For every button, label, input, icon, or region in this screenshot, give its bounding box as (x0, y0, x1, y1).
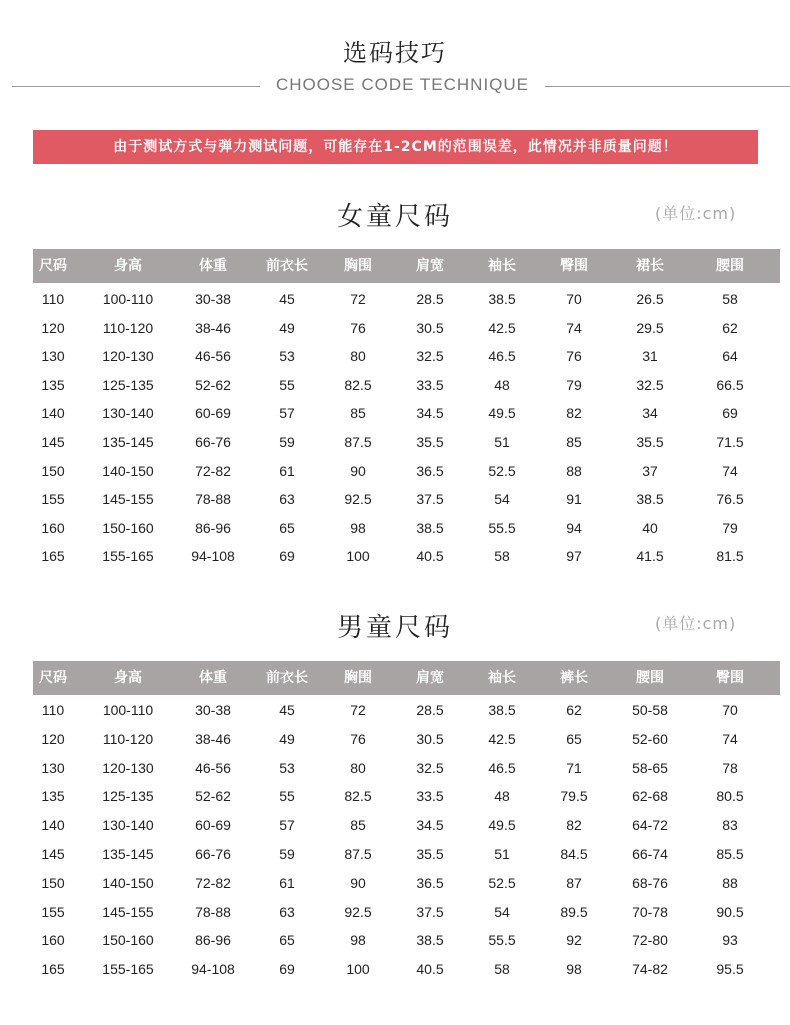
girls-header-cell: 胸围 (344, 258, 372, 274)
boys-table-cell: 78 (722, 759, 738, 776)
boys-table-cell: 49 (279, 730, 295, 747)
girls-table-cell: 41.5 (636, 548, 664, 565)
girls-table-cell: 46-56 (195, 348, 231, 365)
girls-table-cell: 88 (566, 462, 582, 479)
boys-table-cell: 85.5 (716, 846, 744, 862)
boys-table-row (0, 757, 790, 779)
boys-table-cell: 70-78 (632, 903, 668, 920)
boys-table-cell: 135-145 (102, 846, 154, 862)
boys-table-cell: 160 (41, 932, 65, 949)
girls-table-cell: 71.5 (716, 434, 744, 450)
boys-table-cell: 88 (722, 874, 738, 891)
boys-table-cell: 74 (722, 730, 738, 747)
girls-table-row (0, 517, 790, 539)
boys-table-cell: 28.5 (416, 702, 444, 718)
girls-table-cell: 58 (722, 291, 738, 307)
girls-table-cell: 35.5 (416, 434, 444, 450)
girls-table-row (0, 545, 790, 567)
girls-table-cell: 130-140 (102, 405, 154, 422)
girls-table-cell: 33.5 (416, 376, 444, 393)
boys-table-cell: 46.5 (488, 759, 516, 776)
boys-table-cell: 64-72 (632, 817, 668, 834)
girls-header-cell: 尺码 (39, 258, 67, 274)
girls-header-cell: 臀围 (560, 258, 588, 274)
boys-table-cell: 130-140 (102, 817, 154, 834)
girls-table-cell: 30.5 (416, 319, 444, 336)
girls-table-cell: 135-145 (102, 434, 154, 450)
boys-table-cell: 71 (566, 759, 582, 776)
boys-header-cell: 胸围 (344, 670, 372, 686)
girls-table-cell: 94-108 (191, 548, 235, 565)
girls-table-cell: 155-165 (102, 548, 154, 565)
girls-table-cell: 38.5 (636, 491, 664, 508)
girls-table-row (0, 460, 790, 482)
boys-table-cell: 145 (41, 846, 65, 862)
girls-table-cell: 32.5 (416, 348, 444, 365)
girls-table-cell: 61 (279, 462, 295, 479)
girls-table-cell: 86-96 (195, 519, 231, 536)
girls-table-cell: 74 (722, 462, 738, 479)
girls-table-cell: 165 (41, 548, 65, 565)
girls-table-cell: 38.5 (488, 291, 516, 307)
boys-table-cell: 30-38 (195, 702, 231, 718)
boys-table-cell: 150 (41, 874, 65, 891)
girls-table-cell: 57 (279, 405, 295, 422)
girls-header-cell: 前衣长 (266, 258, 308, 274)
girls-table-cell: 58 (494, 548, 510, 565)
boys-unit-label: (单位:cm) (655, 614, 737, 633)
girls-table-cell: 76 (566, 348, 582, 365)
boys-table-cell: 145-155 (102, 903, 154, 920)
girls-table-cell: 92.5 (344, 491, 372, 508)
boys-table-row (0, 728, 790, 750)
girls-table-cell: 91 (566, 491, 582, 508)
boys-table-cell: 125-135 (102, 788, 154, 805)
boys-table-cell: 30.5 (416, 730, 444, 747)
boys-header-cell: 体重 (199, 670, 227, 686)
divider-right (545, 86, 790, 87)
boys-table-cell: 58-65 (632, 759, 668, 776)
girls-table-cell: 145 (41, 434, 65, 450)
girls-table-cell: 100 (346, 548, 370, 565)
boys-table-cell: 93 (722, 932, 738, 949)
boys-table-cell: 140 (41, 817, 65, 834)
boys-table-cell: 80.5 (716, 788, 744, 805)
girls-table-cell: 64 (722, 348, 738, 365)
boys-header-cell: 身高 (114, 670, 142, 686)
boys-table-cell: 80 (350, 759, 366, 776)
girls-table-cell: 38.5 (416, 519, 444, 536)
girls-table-header (33, 249, 780, 283)
boys-size-title: 男童尺码 (336, 613, 453, 643)
boys-table-cell: 63 (279, 903, 295, 920)
boys-table-cell: 72-80 (632, 932, 668, 949)
boys-table-cell: 135 (41, 788, 65, 805)
boys-table-row (0, 843, 790, 865)
boys-table-cell: 52-62 (195, 788, 231, 805)
boys-table-header (33, 661, 780, 695)
boys-table-cell: 42.5 (488, 730, 516, 747)
boys-table-cell: 55 (279, 788, 295, 805)
girls-table-cell: 120 (41, 319, 65, 336)
girls-table-row (0, 288, 790, 310)
boys-table-row (0, 958, 790, 980)
girls-table-row (0, 374, 790, 396)
boys-table-cell: 62 (566, 702, 582, 718)
girls-table-cell: 69 (279, 548, 295, 565)
girls-table-cell: 36.5 (416, 462, 444, 479)
boys-table-cell: 87 (566, 874, 582, 891)
boys-table-cell: 45 (279, 702, 295, 718)
girls-table-cell: 155 (41, 491, 65, 508)
girls-table-cell: 42.5 (488, 319, 516, 336)
girls-table-cell: 46.5 (488, 348, 516, 365)
girls-table-cell: 59 (279, 434, 295, 450)
boys-table-cell: 78-88 (195, 903, 231, 920)
boys-table-cell: 72-82 (195, 874, 231, 891)
girls-table-cell: 55.5 (488, 519, 516, 536)
girls-table-cell: 130 (41, 348, 65, 365)
boys-table-cell: 65 (279, 932, 295, 949)
girls-table-cell: 52-62 (195, 376, 231, 393)
boys-table-cell: 54 (494, 903, 510, 920)
girls-table-cell: 125-135 (102, 376, 154, 393)
girls-table-row (0, 317, 790, 339)
boys-table-row (0, 699, 790, 721)
boys-table-cell: 38.5 (416, 932, 444, 949)
boys-table-cell: 58 (494, 961, 510, 978)
boys-table-cell: 50-58 (632, 702, 668, 718)
boys-table-row (0, 814, 790, 836)
boys-table-cell: 90.5 (716, 903, 744, 920)
boys-table-cell: 52.5 (488, 874, 516, 891)
boys-table-cell: 33.5 (416, 788, 444, 805)
boys-table-cell: 95.5 (716, 961, 744, 978)
boys-table-cell: 150-160 (102, 932, 154, 949)
boys-table-cell: 130 (41, 759, 65, 776)
girls-table-row (0, 345, 790, 367)
girls-table-cell: 150 (41, 462, 65, 479)
girls-table-cell: 55 (279, 376, 295, 393)
boys-table-row (0, 929, 790, 951)
boys-table-cell: 53 (279, 759, 295, 776)
girls-table-row (0, 488, 790, 510)
girls-table-cell: 49 (279, 319, 295, 336)
boys-table-cell: 38-46 (195, 730, 231, 747)
boys-table-cell: 72 (350, 702, 366, 718)
girls-table-cell: 76 (350, 319, 366, 336)
boys-header-cell: 裤长 (560, 670, 588, 686)
girls-table-cell: 54 (494, 491, 510, 508)
boys-table-cell: 68-76 (632, 874, 668, 891)
boys-table-cell: 61 (279, 874, 295, 891)
girls-table-cell: 140-150 (102, 462, 154, 479)
girls-table-cell: 45 (279, 291, 295, 307)
boys-table-cell: 36.5 (416, 874, 444, 891)
girls-table-cell: 85 (566, 434, 582, 450)
boys-table-cell: 49.5 (488, 817, 516, 834)
boys-table-cell: 85 (350, 817, 366, 834)
girls-table-cell: 90 (350, 462, 366, 479)
boys-table-cell: 35.5 (416, 846, 444, 862)
boys-table-cell: 140-150 (102, 874, 154, 891)
boys-table-cell: 79.5 (560, 788, 588, 805)
boys-table-cell: 82.5 (344, 788, 372, 805)
girls-table-cell: 40.5 (416, 548, 444, 565)
girls-table-cell: 160 (41, 519, 65, 536)
girls-table-cell: 31 (642, 348, 658, 365)
girls-header-cell: 腰围 (716, 258, 744, 274)
girls-unit-label: (单位:cm) (655, 204, 737, 223)
girls-table-cell: 150-160 (102, 519, 154, 536)
girls-table-cell: 135 (41, 376, 65, 393)
girls-header-cell: 身高 (114, 258, 142, 274)
page-subtitle: CHOOSE CODE TECHNIQUE (275, 75, 530, 94)
girls-table-cell: 110-120 (102, 319, 154, 336)
boys-table-cell: 57 (279, 817, 295, 834)
girls-header-cell: 体重 (199, 258, 227, 274)
boys-table-cell: 66-76 (195, 846, 231, 862)
boys-header-cell: 肩宽 (416, 670, 444, 686)
girls-table-cell: 76.5 (716, 491, 744, 508)
boys-table-cell: 60-69 (195, 817, 231, 834)
girls-table-cell: 63 (279, 491, 295, 508)
boys-table-cell: 90 (350, 874, 366, 891)
girls-table-cell: 34.5 (416, 405, 444, 422)
boys-table-cell: 38.5 (488, 702, 516, 718)
boys-table-cell: 155-165 (102, 961, 154, 978)
boys-table-cell: 70 (722, 702, 738, 718)
girls-table-cell: 87.5 (344, 434, 372, 450)
boys-table-cell: 82 (566, 817, 582, 834)
girls-table-cell: 98 (350, 519, 366, 536)
girls-table-cell: 69 (722, 405, 738, 422)
boys-table-cell: 155 (41, 903, 65, 920)
boys-table-cell: 120-130 (102, 759, 154, 776)
boys-header-cell: 袖长 (488, 670, 516, 686)
boys-table-cell: 40.5 (416, 961, 444, 978)
girls-table-cell: 28.5 (416, 291, 444, 307)
boys-table-cell: 98 (350, 932, 366, 949)
boys-table-cell: 94-108 (191, 961, 235, 978)
girls-table-cell: 78-88 (195, 491, 231, 508)
girls-table-cell: 26.5 (636, 291, 664, 307)
girls-table-cell: 110 (41, 291, 65, 307)
boys-table-cell: 87.5 (344, 846, 372, 862)
boys-table-cell: 92 (566, 932, 582, 949)
girls-table-cell: 72 (350, 291, 366, 307)
boys-table-cell: 34.5 (416, 817, 444, 834)
girls-table-cell: 100-110 (102, 291, 154, 307)
girls-table-cell: 72-82 (195, 462, 231, 479)
girls-table-cell: 37.5 (416, 491, 444, 508)
page-title: 选码技巧 (343, 39, 447, 67)
girls-table-cell: 80 (350, 348, 366, 365)
boys-table-cell: 52-60 (632, 730, 668, 747)
girls-table-cell: 65 (279, 519, 295, 536)
boys-table-cell: 51 (494, 846, 510, 862)
girls-table-cell: 37 (642, 462, 658, 479)
boys-header-cell: 腰围 (636, 670, 664, 686)
boys-table-row (0, 785, 790, 807)
boys-table-cell: 120 (41, 730, 65, 747)
girls-table-cell: 66-76 (195, 434, 231, 450)
girls-table-cell: 62 (722, 319, 738, 336)
girls-table-cell: 81.5 (716, 548, 744, 565)
boys-table-cell: 84.5 (560, 846, 588, 862)
girls-table-cell: 97 (566, 548, 582, 565)
girls-header-cell: 肩宽 (416, 258, 444, 274)
boys-table-row (0, 872, 790, 894)
girls-header-cell: 袖长 (488, 258, 516, 274)
boys-table-cell: 74-82 (632, 961, 668, 978)
girls-table-cell: 85 (350, 405, 366, 422)
girls-table-cell: 52.5 (488, 462, 516, 479)
boys-table-cell: 89.5 (560, 903, 588, 920)
boys-table-cell: 65 (566, 730, 582, 747)
boys-table-cell: 100-110 (102, 702, 154, 718)
girls-table-cell: 51 (494, 434, 510, 450)
girls-table-cell: 49.5 (488, 405, 516, 422)
boys-table-cell: 46-56 (195, 759, 231, 776)
girls-table-cell: 74 (566, 319, 582, 336)
girls-table-cell: 120-130 (102, 348, 154, 365)
girls-table-cell: 30-38 (195, 291, 231, 307)
girls-table-cell: 35.5 (636, 434, 664, 450)
boys-table-cell: 76 (350, 730, 366, 747)
girls-header-cell: 裙长 (636, 258, 664, 274)
boys-table-row (0, 901, 790, 923)
girls-table-row (0, 431, 790, 453)
boys-table-cell: 59 (279, 846, 295, 862)
girls-table-cell: 32.5 (636, 376, 664, 393)
boys-table-cell: 110 (41, 702, 65, 718)
boys-table-cell: 55.5 (488, 932, 516, 949)
notice-banner: 由于测试方式与弹力测试问题，可能存在1-2CM的范围误差，此情况并非质量问题！ (33, 130, 758, 164)
girls-table-cell: 82 (566, 405, 582, 422)
boys-table-cell: 83 (722, 817, 738, 834)
boys-header-cell: 臀围 (716, 670, 744, 686)
boys-table-cell: 66-74 (632, 846, 668, 862)
boys-header-cell: 尺码 (39, 670, 67, 686)
boys-table-cell: 48 (494, 788, 510, 805)
divider-left (12, 86, 260, 87)
boys-table-cell: 100 (346, 961, 370, 978)
boys-table-cell: 165 (41, 961, 65, 978)
girls-table-cell: 70 (566, 291, 582, 307)
girls-table-cell: 40 (642, 519, 658, 536)
boys-table-cell: 32.5 (416, 759, 444, 776)
girls-table-cell: 66.5 (716, 376, 744, 393)
girls-table-cell: 94 (566, 519, 582, 536)
girls-table-cell: 79 (566, 376, 582, 393)
subtitle-row (0, 72, 790, 100)
girls-table-cell: 145-155 (102, 491, 154, 508)
boys-table-cell: 98 (566, 961, 582, 978)
girls-table-cell: 82.5 (344, 376, 372, 393)
girls-table-cell: 38-46 (195, 319, 231, 336)
girls-table-cell: 48 (494, 376, 510, 393)
boys-table-cell: 110-120 (102, 730, 154, 747)
boys-table-cell: 37.5 (416, 903, 444, 920)
boys-table-cell: 86-96 (195, 932, 231, 949)
girls-table-cell: 60-69 (195, 405, 231, 422)
boys-table-cell: 92.5 (344, 903, 372, 920)
girls-table-cell: 34 (642, 405, 658, 422)
girls-table-cell: 53 (279, 348, 295, 365)
girls-table-cell: 140 (41, 405, 65, 422)
girls-size-title: 女童尺码 (336, 202, 453, 232)
boys-table-cell: 62-68 (632, 788, 668, 805)
girls-table-row (0, 402, 790, 424)
boys-header-cell: 前衣长 (266, 670, 308, 686)
boys-table-cell: 69 (279, 961, 295, 978)
girls-table-cell: 29.5 (636, 319, 664, 336)
girls-table-cell: 79 (722, 519, 738, 536)
